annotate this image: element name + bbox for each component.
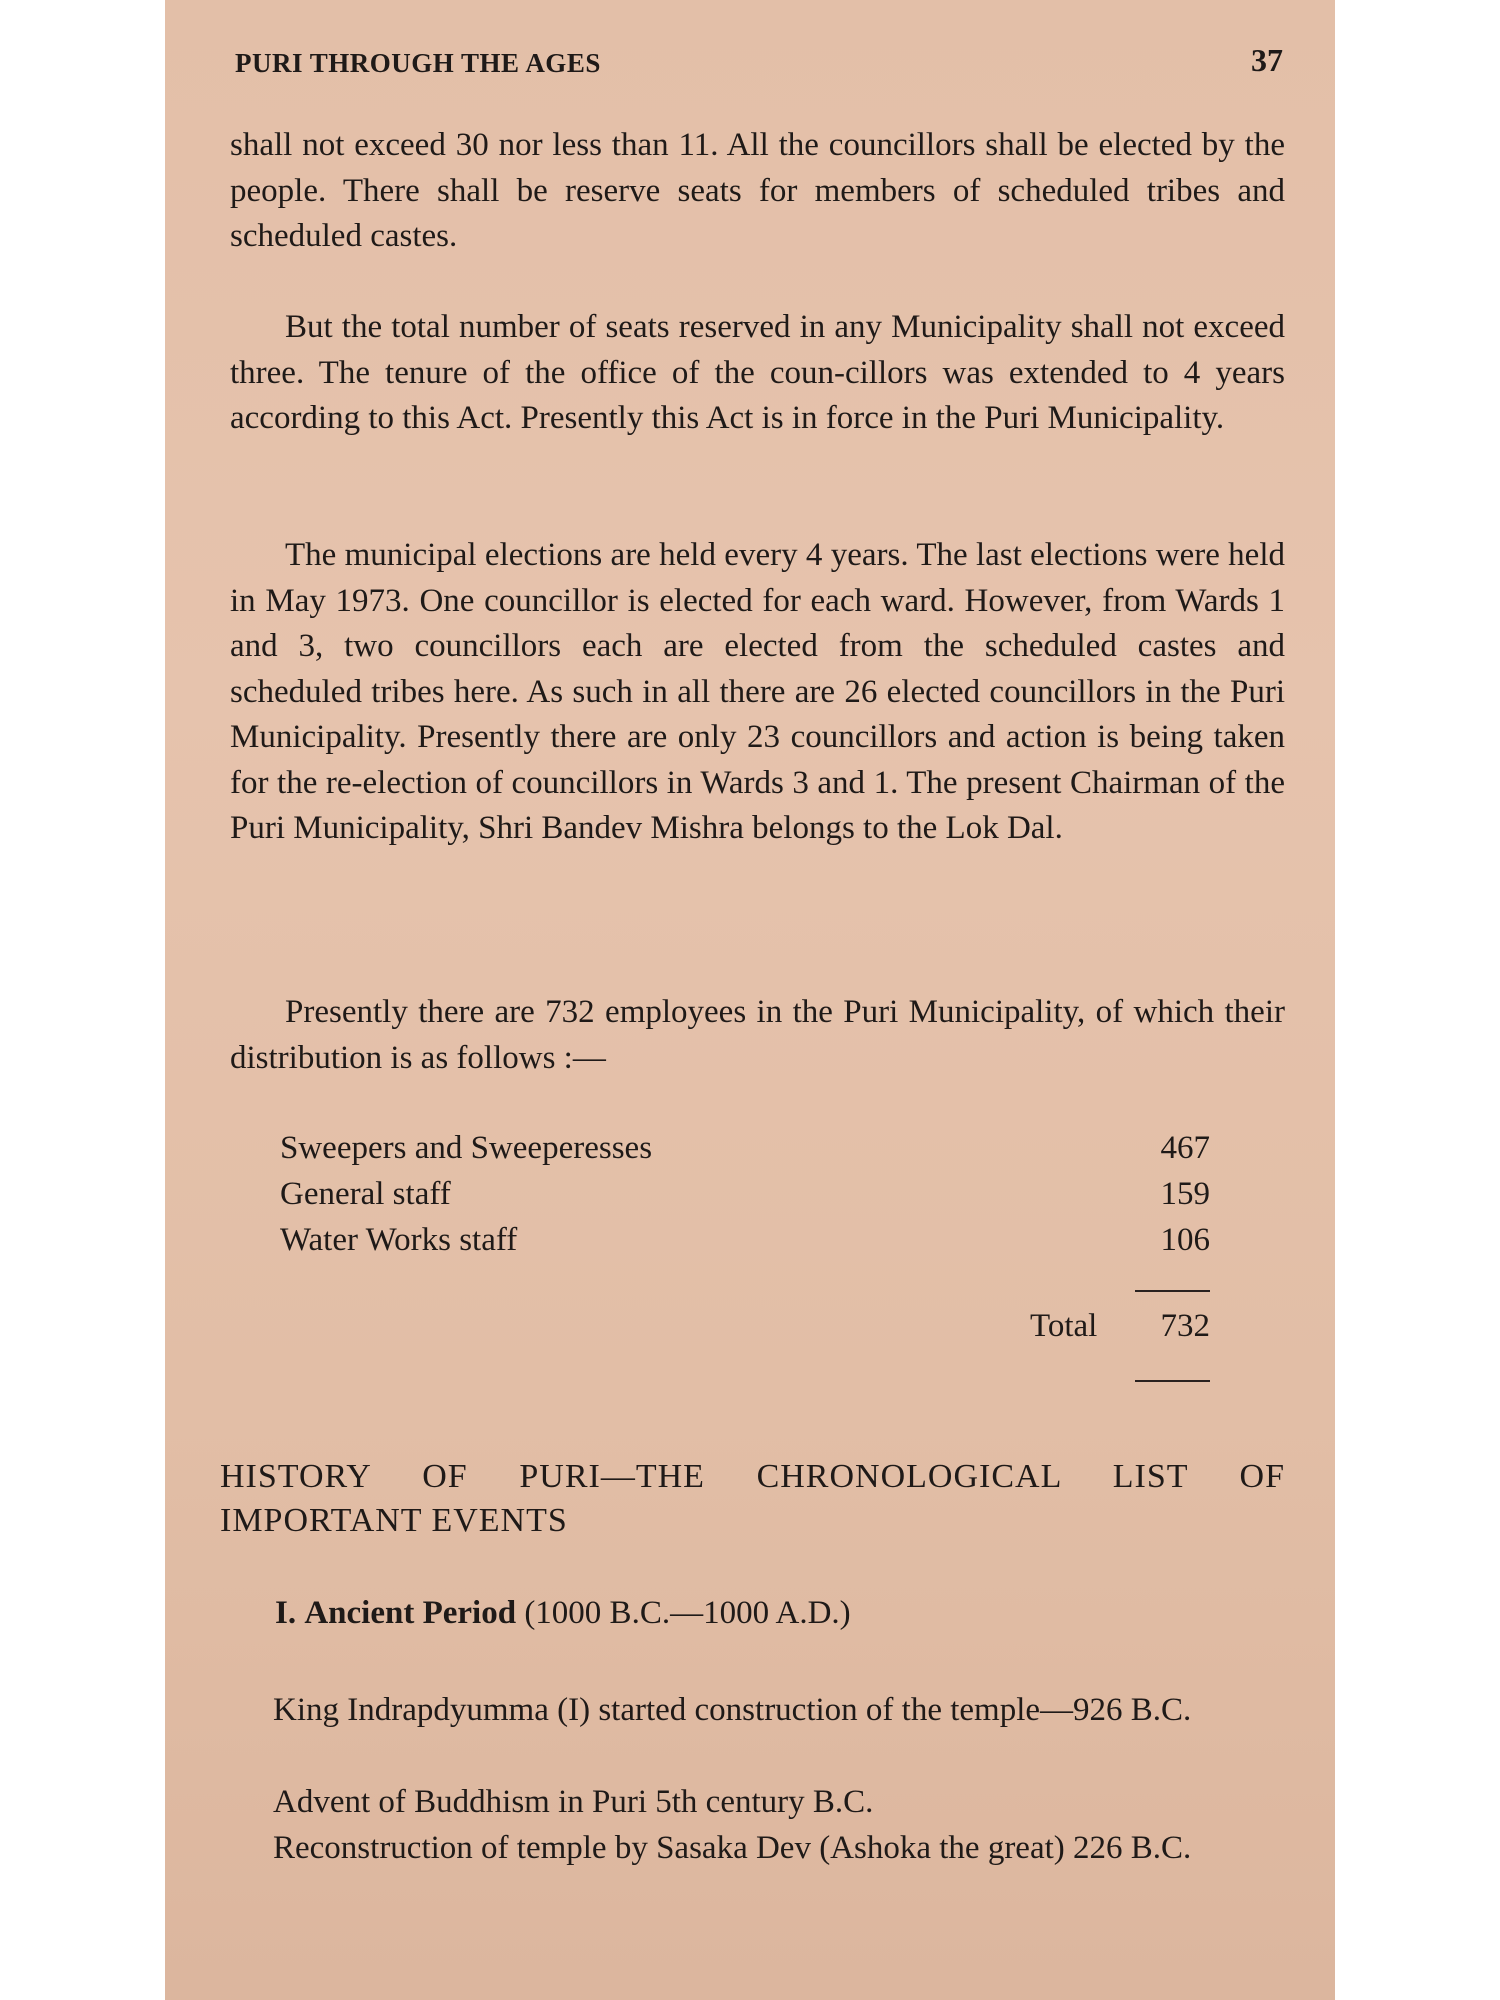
running-header-title: PURI THROUGH THE AGES bbox=[235, 48, 601, 78]
subsection-title: Ancient Period bbox=[304, 1595, 517, 1631]
event-item: Advent of Buddhism in Puri 5th century B.C. bbox=[273, 1784, 874, 1820]
subsection-range: (1000 B.C.—1000 A.D.) bbox=[524, 1595, 851, 1631]
paragraph-reserved-seats: But the total number of seats reserved in any Municipality shall not exceed three. The tenure of the office of the coun-cillors was extended to 4 years according to this Act. Presently this Act is in force in the Puri Municipality. bbox=[230, 309, 1285, 436]
paragraph-seats: shall not exceed 30 nor less than 11. All the councillors shall be elected by the people. There shall be reserve seats for members of scheduled tribes and scheduled castes. bbox=[230, 127, 1285, 254]
page-number: 37 bbox=[1251, 42, 1283, 78]
row-count: 159 bbox=[1160, 1176, 1210, 1212]
sum-rule-bottom bbox=[1135, 1380, 1210, 1382]
paragraph-elections: The municipal elections are held every 4 years. The last elections were held in May 1973. One councillor is elected for each ward. However, from Wards 1 and 3, two councillors each are elected from the scheduled castes and scheduled tribes here. As such in all there are 26 elected councillors in the Puri Municipality. Presently there are only 23 councillors and action is being taken for the re-election of councillors in Wards 3 and 1. The present Chairman of the Puri Municipality, Shri Bandev Mishra belongs to the Lok Dal. bbox=[230, 537, 1285, 846]
row-label: Water Works staff bbox=[280, 1222, 518, 1258]
event-item: Reconstruction of temple by Sasaka Dev (Ashoka the great) 226 B.C. bbox=[273, 1830, 1192, 1866]
total-label: Total bbox=[1030, 1308, 1098, 1344]
table-row bbox=[280, 1126, 1210, 1171]
subsection-number: I. bbox=[275, 1595, 297, 1631]
table-row bbox=[280, 1172, 1210, 1217]
row-label: Sweepers and Sweeperesses bbox=[280, 1130, 653, 1166]
table-row bbox=[280, 1218, 1210, 1263]
row-count: 106 bbox=[1160, 1222, 1210, 1258]
row-count: 467 bbox=[1160, 1130, 1210, 1166]
paragraph-employees: Presently there are 732 employees in the Puri Municipality, of which their distribution is as follows :— bbox=[230, 994, 1285, 1076]
row-label: General staff bbox=[280, 1176, 451, 1212]
sum-rule-top bbox=[1135, 1290, 1210, 1292]
section-heading: HISTORY OF PURI—THE CHRONOLOGICAL LIST OF IMPORTANT EVENTS bbox=[220, 1458, 1285, 1539]
subsection-heading bbox=[275, 1595, 851, 1632]
event-item: King Indrapdyumma (I) started construction of the temple—926 B.C. bbox=[273, 1692, 1192, 1728]
book-page bbox=[165, 0, 1335, 2000]
total-value: 732 bbox=[1160, 1308, 1210, 1344]
